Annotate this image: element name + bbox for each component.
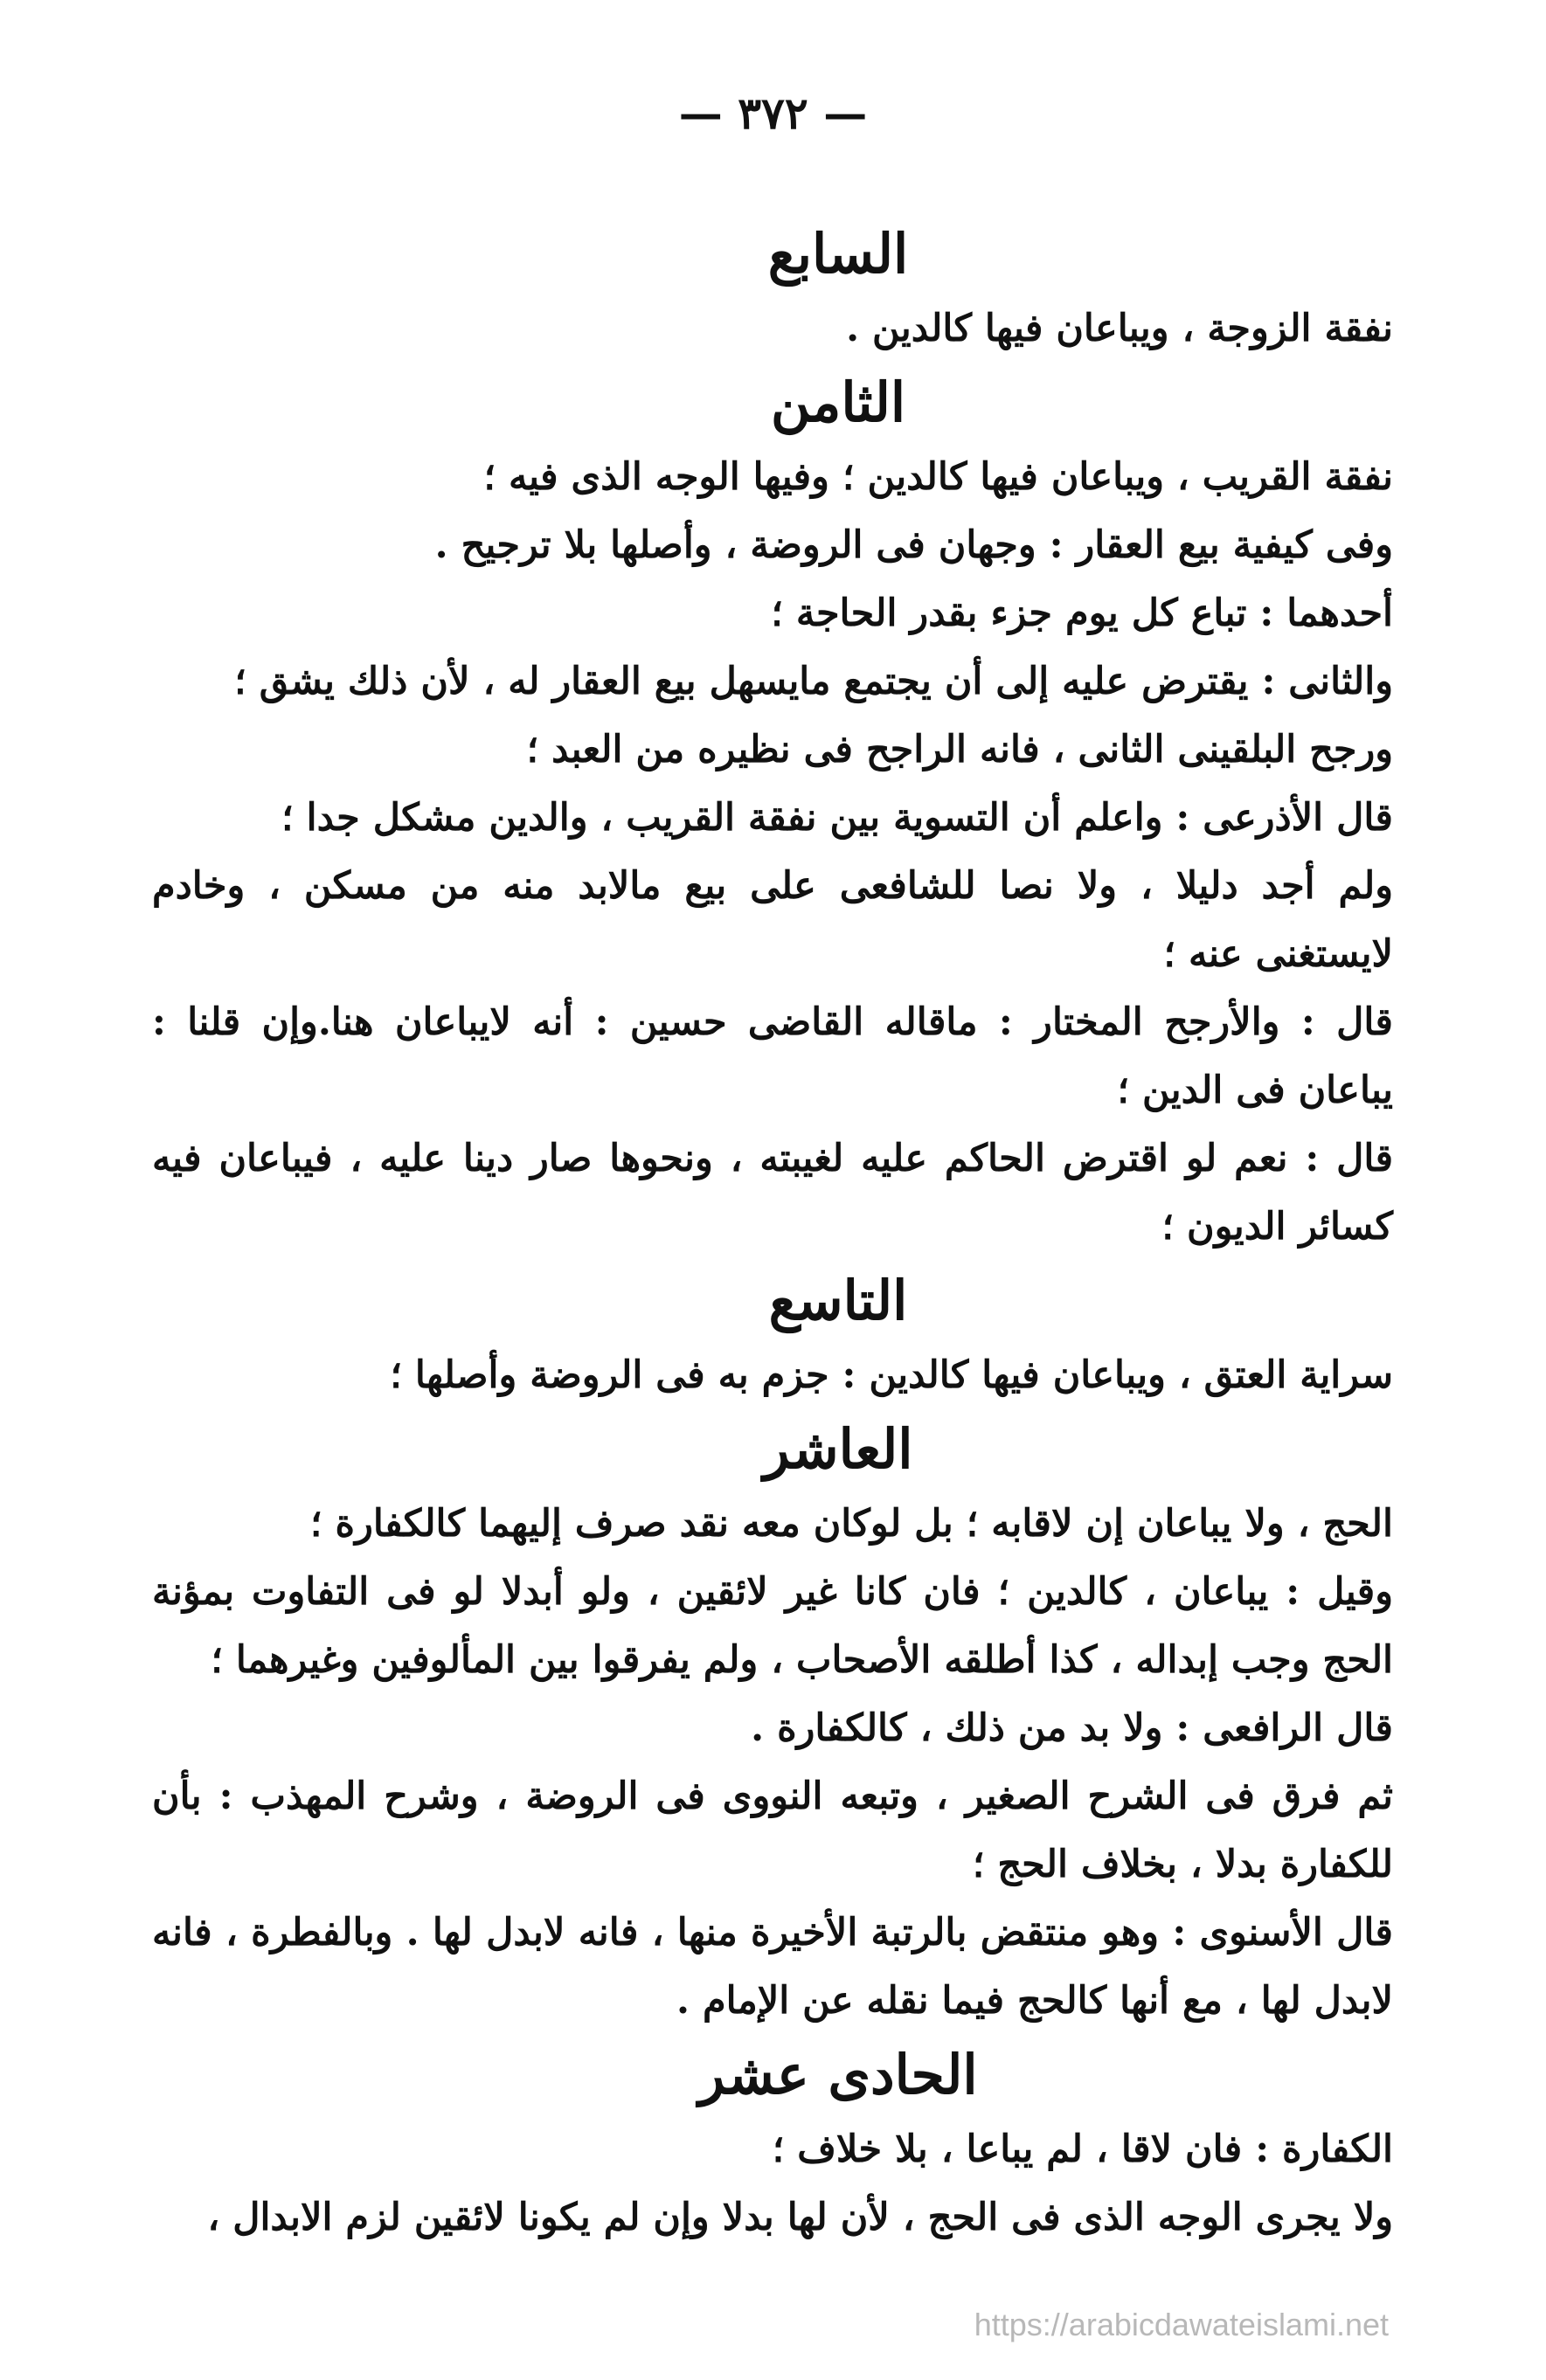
text-line: نفقة الزوجة ، ويباعان فيها كالدين . <box>846 307 1393 350</box>
text-line: أحدهما : تباع كل يوم جزء بقدر الحاجة ؛ <box>771 592 1393 635</box>
text-line: سراية العتق ، ويباعان فيها كالدين : جزم به فى الروضة وأصلها ؛ <box>390 1353 1393 1397</box>
page-body <box>152 214 1393 2252</box>
section-ninth <box>152 1261 1393 1409</box>
section-tenth <box>152 1409 1393 2035</box>
text-paragraph: ثم فرق فى الشرح الصغير ، وتبعه النووى فى الروضة ، وشرح المهذب : بأن للكفارة بدلا ، بخلاف الحج ؛ <box>152 1775 1393 1886</box>
page-number: — ٣٧٢ — <box>678 87 868 139</box>
text-line: قال الرافعى : ولا بد من ذلك ، كالكفارة . <box>751 1706 1393 1750</box>
section-heading: العاشر <box>763 1417 913 1481</box>
text-line: نفقة القريب ، ويباعان فيها كالدين ؛ وفيها الوجه الذى فيه ؛ <box>483 455 1393 499</box>
section-heading: الحادى عشر <box>698 2043 978 2107</box>
text-line: والثانى : يقترض عليه إلى أن يجتمع مايسهل بيع العقار له ، لأن ذلك يشق ؛ <box>234 660 1393 703</box>
text-line: ولا يجرى الوجه الذى فى الحج ، لأن لها بدلا وإن لم يكونا لائقين لزم الابدال ، <box>207 2196 1393 2239</box>
section-heading: السابع <box>767 222 909 286</box>
text-paragraph: وقيل : يباعان ، كالدين ؛ فان كانا غير لائقين ، ولو أبدلا لو فى التفاوت بمؤنة الحج وجب إبداله ، كذا أطلقه الأصحاب ، ولم يفرقوا بين المألوفين وغيرهما ؛ <box>152 1570 1393 1682</box>
text-paragraph: قال : والأرجح المختار : ماقاله القاضى حسين : أنه لايباعان هنا.وإن قلنا : يباعان فى الدين ؛ <box>152 1000 1393 1112</box>
text-line: الحج ، ولا يباعان إن لاقابه ؛ بل لوكان معه نقد صرف إليهما كالكفارة ؛ <box>309 1502 1393 1546</box>
text-line: وفى كيفية بيع العقار : وجهان فى الروضة ، وأصلها بلا ترجيح . <box>434 523 1393 567</box>
text-line: الكفارة : فان لاقا ، لم يباعا ، بلا خلاف ؛ <box>772 2127 1393 2171</box>
section-eighth <box>152 363 1393 1261</box>
text-paragraph: قال الأسنوى : وهو منتقض بالرتبة الأخيرة منها ، فانه لابدل لها . وبالفطرة ، فانه لابدل لها ، مع أنها كالحج فيما نقله عن الإمام . <box>152 1911 1393 2023</box>
text-line: ورجح البلقينى الثانى ، فانه الراجح فى نظيره من العبد ؛ <box>526 728 1393 771</box>
section-seventh <box>152 214 1393 363</box>
text-line: قال الأذرعى : واعلم أن التسوية بين نفقة القريب ، والدين مشكل جدا ؛ <box>281 796 1393 840</box>
text-paragraph: ولم أجد دليلا ، ولا نصا للشافعى على بيع مالابد منه من مسكن ، وخادم لايستغنى عنه ؛ <box>152 864 1393 976</box>
section-heading: التاسع <box>768 1269 908 1332</box>
section-eleventh <box>152 2035 1393 2252</box>
section-heading: الثامن <box>770 370 906 434</box>
text-paragraph: قال : نعم لو اقترض الحاكم عليه لغيبته ، ونحوها صار دينا عليه ، فيباعان فيه كسائر الديون ؛ <box>152 1137 1393 1249</box>
watermark-url: https://arabicdawateislami.net <box>974 2307 1389 2342</box>
